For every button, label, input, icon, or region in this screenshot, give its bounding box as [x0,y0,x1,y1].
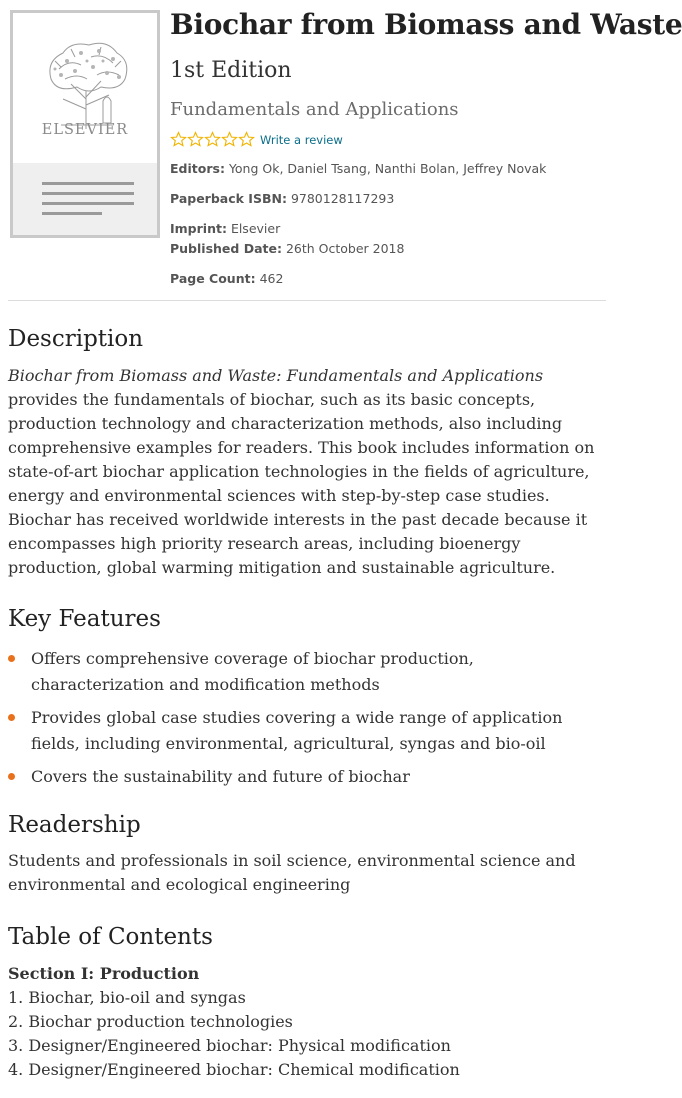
description-book-title: Biochar from Biomass and Waste: Fundamentals and Applications [8,366,544,385]
isbn-row [170,191,394,206]
editors-label: Editors: [170,161,225,176]
key-features-list [8,646,606,797]
page-count-row [170,271,283,286]
toc-item: 4. Designer/Engineered biochar: Chemical modification [8,1060,460,1079]
star-outline-icon[interactable] [221,131,238,148]
book-cover[interactable] [10,10,160,238]
isbn-value: 9780128117293 [290,191,395,206]
cover-text-lines [42,182,134,222]
toc-item: 1. Biochar, bio-oil and syngas [8,988,246,1007]
description-text [8,364,606,580]
feature-text: Provides global case studies covering a wide range of application fields, including environmental, agricultural, syngas and bio-oil [31,708,563,753]
published-date-row [170,241,404,256]
cover-placeholder [13,163,157,235]
page-count-value: 462 [259,271,284,286]
section-divider [8,300,606,301]
book-title: Biochar from Biomass and Waste [170,8,682,41]
star-outline-icon[interactable] [187,131,204,148]
bullet-icon [8,773,15,780]
toc-item: 3. Designer/Engineered biochar: Physical modification [8,1036,451,1055]
star-outline-icon[interactable] [170,131,187,148]
bullet-icon [8,714,15,721]
list-item [8,764,606,790]
book-edition: 1st Edition [170,58,292,83]
toc-list [8,962,606,1082]
published-date-label: Published Date: [170,241,282,256]
readership-text: Students and professionals in soil science, environmental science and environmental and ecological engineering [8,851,576,894]
toc-section-title: Section I: Production [8,964,200,983]
toc-item: 2. Biochar production technologies [8,1012,293,1031]
star-outline-icon[interactable] [204,131,221,148]
write-review-link[interactable]: Write a review [260,132,343,147]
imprint-row [170,221,280,236]
book-subtitle: Fundamentals and Applications [170,99,459,120]
list-item [8,646,606,698]
toc-heading: Table of Contents [8,924,213,950]
published-date-value: 26th October 2018 [285,241,405,256]
imprint-label: Imprint: [170,221,227,236]
feature-text: Covers the sustainability and future of biochar [31,767,410,786]
bullet-icon [8,655,15,662]
star-outline-icon[interactable] [238,131,255,148]
readership-heading: Readership [8,812,141,838]
editors-row [170,161,546,176]
description-body: provides the fundamentals of biochar, such as its basic concepts, production technology and characterization methods, also including comprehensive examples for readers. This book includes information on state-of-art biochar application technologies in the fields of agriculture, energy and environmental sciences with step-by-step case studies. Biochar has received worldwide interests in the past decade because it encompasses high priority research areas, including bioenergy production, global warming mitigation and sustainable agriculture. [8,390,595,577]
editors-value: Yong Ok, Daniel Tsang, Nanthi Bolan, Jeffrey Novak [228,161,547,176]
elsevier-tree-logo-icon [41,39,131,131]
description-heading: Description [8,326,144,352]
isbn-label: Paperback ISBN: [170,191,287,206]
cover-top [13,13,157,163]
feature-text: Offers comprehensive coverage of biochar production, characterization and modification methods [31,649,474,694]
list-item [8,705,606,757]
page-count-label: Page Count: [170,271,256,286]
imprint-value: Elsevier [230,221,281,236]
key-features-heading: Key Features [8,606,161,632]
cover-publisher-logo: ELSEVIER [41,122,129,138]
rating [170,131,343,148]
star-rating[interactable] [170,131,255,148]
